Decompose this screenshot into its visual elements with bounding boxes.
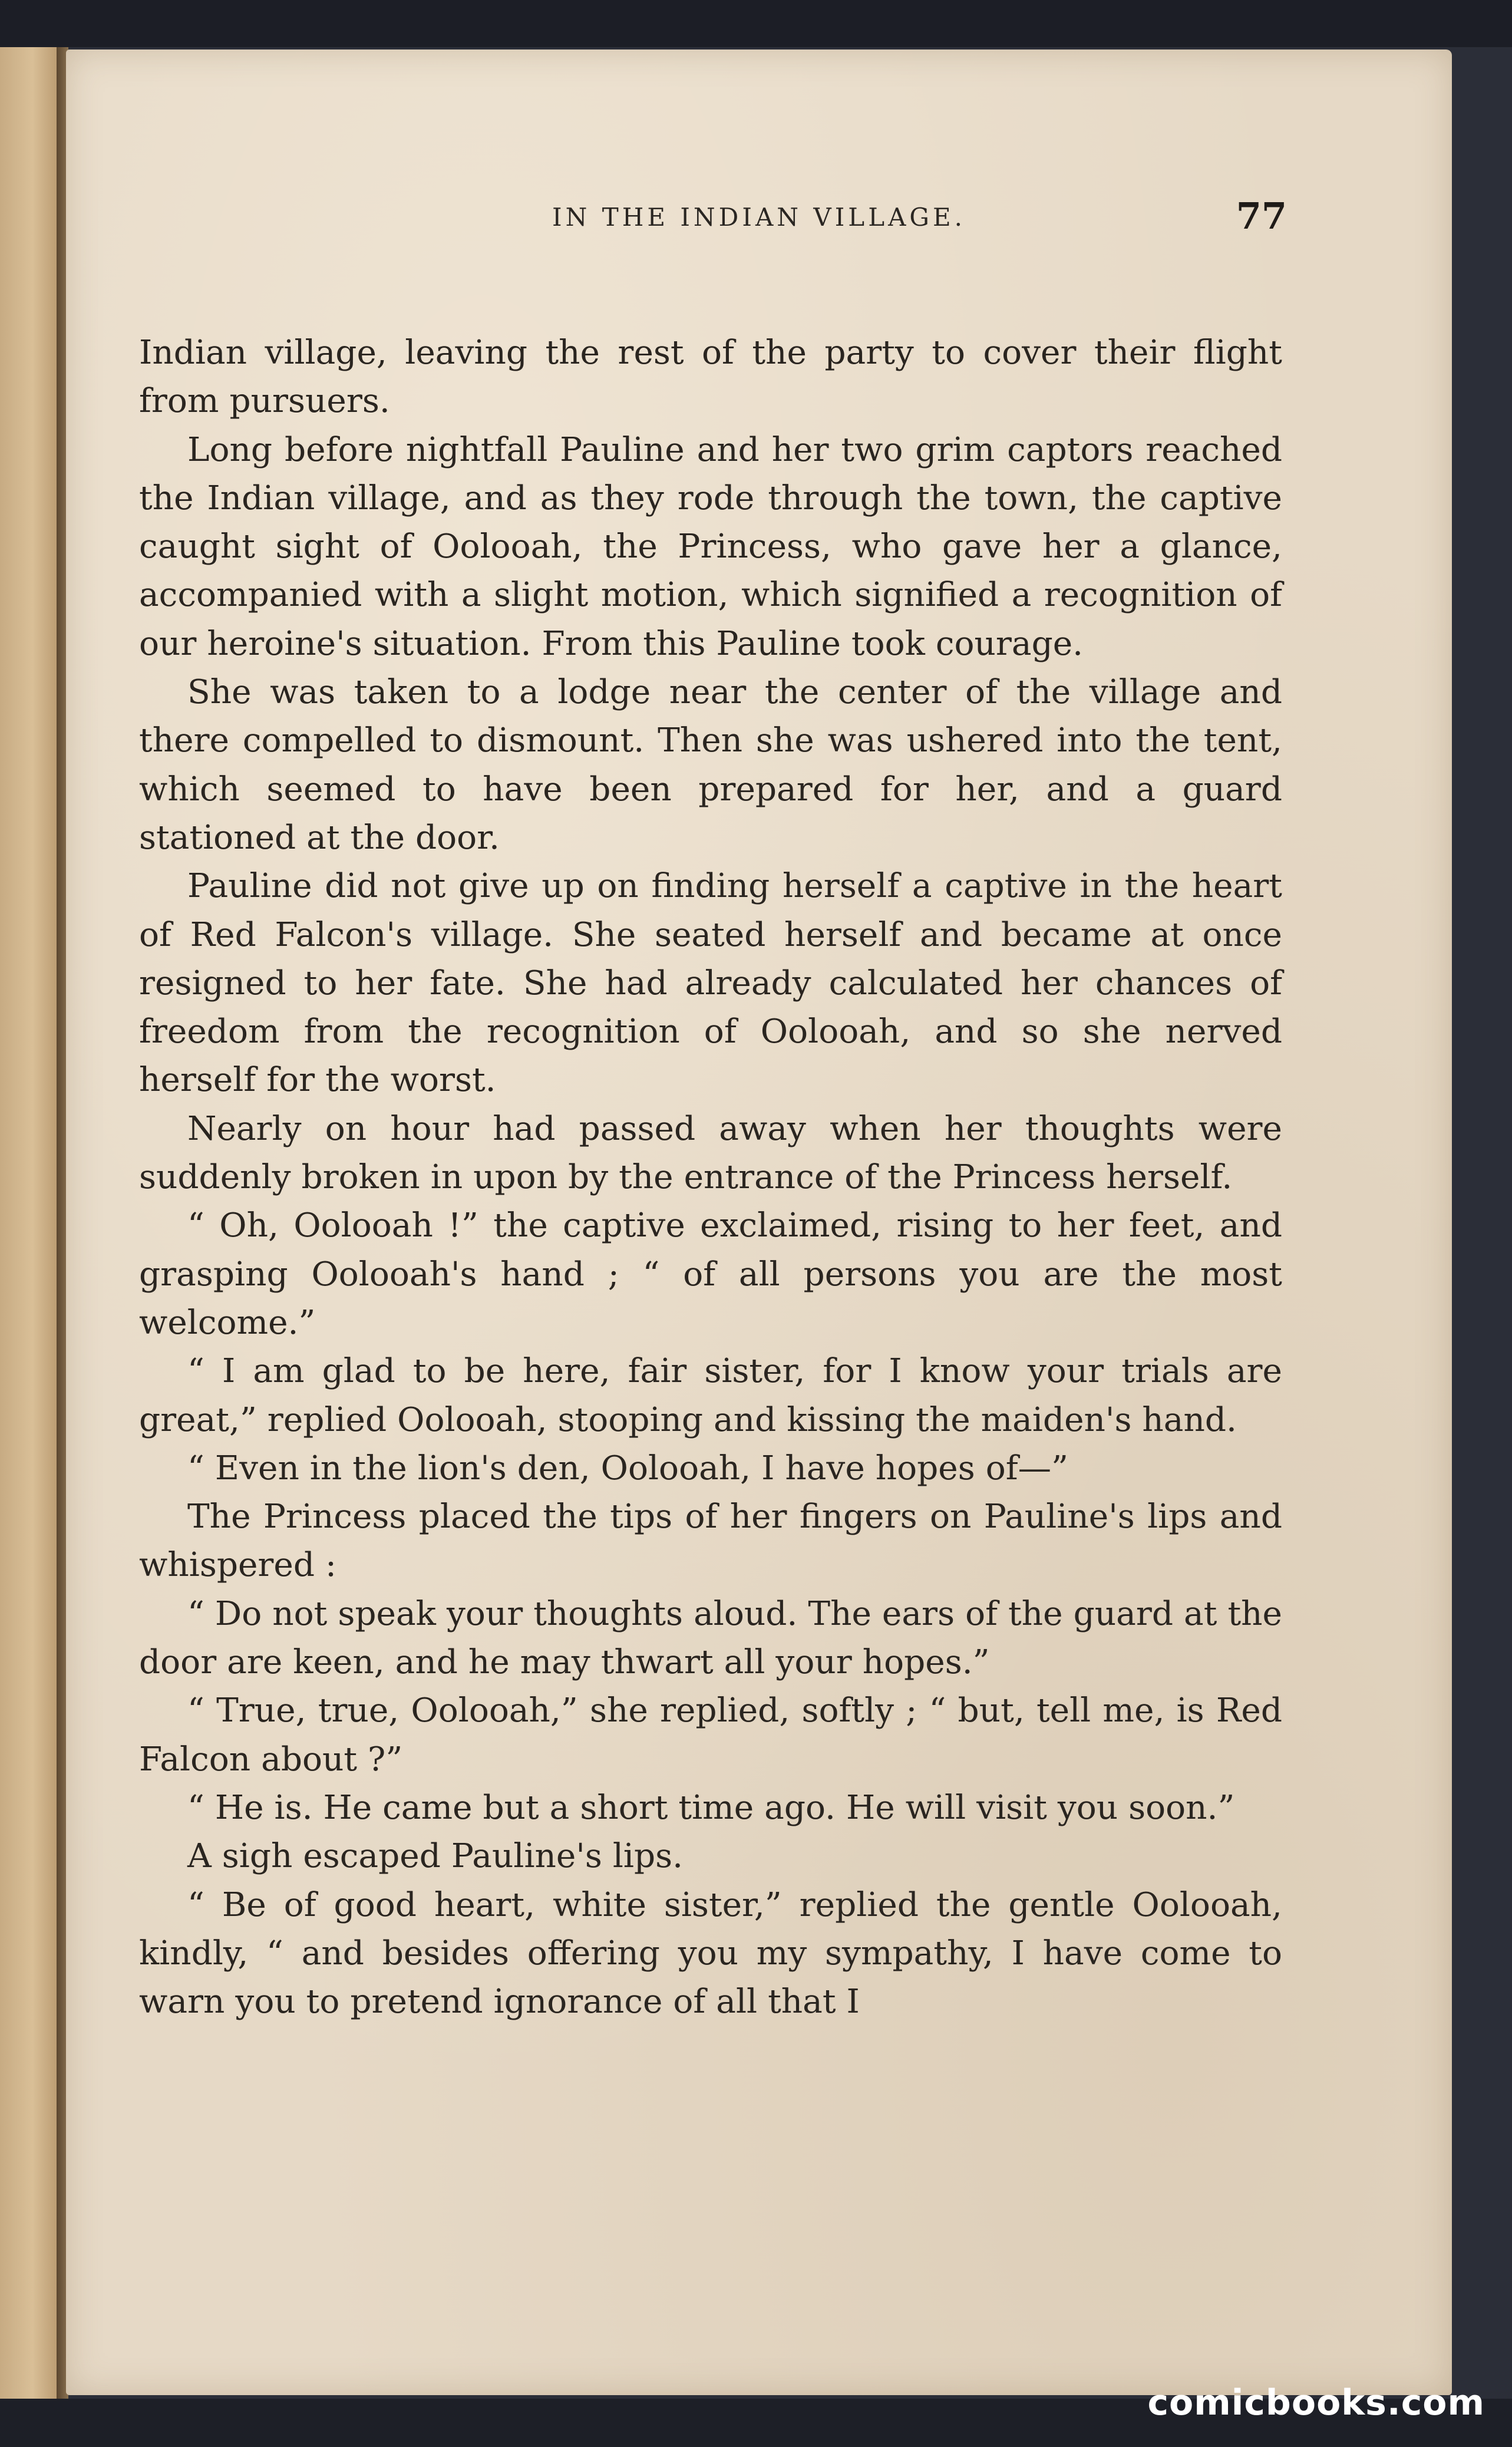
paragraph: “ Even in the lion's den, Oolooah, I have hopes of—” [187, 1449, 1069, 1488]
site-watermark: comicbooks.com [1147, 2382, 1485, 2423]
paragraph: “ Oh, Oolooah !” the captive exclaimed, rising to her feet, and grasping Oolooah's hand ; “ of all persons you are the most welcome.” [139, 1206, 1282, 1342]
page-header [66, 194, 1452, 248]
paragraph: “ Be of good heart, white sister,” replied the gentle Oolooah, kindly, “ and besides offering you my sympathy, I have come to warn you to pretend ignorance of all that I [139, 1885, 1282, 2021]
paragraph: “ He is. He came but a short time ago. He will visit you soon.” [187, 1788, 1235, 1827]
page-number: 77 [1236, 194, 1287, 238]
paragraph: Long before nightfall Pauline and her two grim captors reached the Indian village, and as they rode through the town, the captive caught sight of Oolooah, the Princess, who gave her a glance, accompanied with a slight motion, which signified a recognition of our heroine's situation. From this Pauline took courage. [139, 430, 1282, 663]
paragraph: The Princess placed the tips of her fingers on Pauline's lips and whispered : [139, 1498, 1282, 1585]
paragraph: Nearly on hour had passed away when her thoughts were suddenly broken in upon by the entrance of the Princess herself. [139, 1109, 1282, 1197]
paragraph: “ True, true, Oolooah,” she replied, softly ; “ but, tell me, is Red Falcon about ?” [139, 1691, 1282, 1779]
paragraph: Indian village, leaving the rest of the party to cover their flight from pursuers. [139, 334, 1282, 421]
running-head: IN THE INDIAN VILLAGE. [552, 203, 966, 232]
facing-page-edge [0, 47, 61, 2399]
paragraph: She was taken to a lodge near the center of the village and there compelled to dismount. Then she was ushered into the tent, which seemed to have been prepared for her, and a guard stationed at the door. [139, 673, 1282, 857]
scan-top-band [0, 0, 1512, 47]
paragraph: “ I am glad to be here, fair sister, for I know your trials are great,” replied Oolooah, stooping and kissing the maiden's hand. [139, 1352, 1282, 1439]
paragraph: Pauline did not give up on finding herself a captive in the heart of Red Falcon's village. She seated herself and became at once resigned to her fate. She had already calculated her chances of freedom from the recognition of Oolooah, and so she nerved herself for the worst. [139, 867, 1282, 1100]
book-page [66, 50, 1452, 2395]
body-text [139, 329, 1282, 2026]
paragraph: “ Do not speak your thoughts aloud. The ears of the guard at the door are keen, and he may thwart all your hopes.” [139, 1594, 1282, 1682]
paragraph: A sigh escaped Pauline's lips. [187, 1837, 684, 1876]
